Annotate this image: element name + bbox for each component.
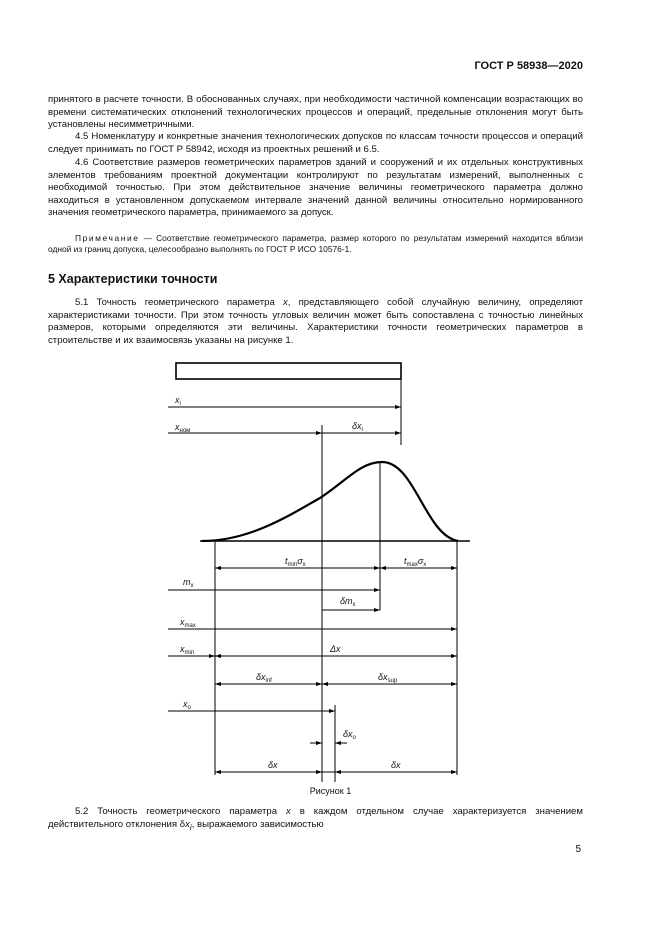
label-dxinf: $\delta x_{inf}$	[256, 672, 272, 684]
label-xmax: $x_{max}$	[180, 617, 196, 629]
document-header: ГОСТ Р 58938—2020	[474, 60, 583, 72]
paragraph-5-1: 5.1 Точность геометрического параметра x, представляющего собой случайную величину, определяют характеристиками точности. При этом точность угловых величин может быть сопоставлена с точностью линейных размеров, которыми определяются эти величины. Характеристики точности геометрических параметров в строительстве и их взаимосвязь указаны на рисунке 1.	[48, 297, 583, 346]
label-dxsup: $\delta x_{sup}$	[378, 672, 398, 684]
note-label: Примечание	[75, 233, 140, 243]
label-dmx: $\delta m_x$	[340, 596, 356, 608]
label-dxo: $\delta x_o$	[343, 729, 356, 741]
note-body: — Соответствие геометрического параметра, размер которого по результатам измерений находится вблизи одной из границ допуска, целесообразно выполнять по ГОСТ Р ИСО 10576-1.	[48, 233, 583, 255]
label-xo: $x_o$	[183, 699, 191, 711]
label-xnom: $x_{ном}$	[175, 422, 191, 434]
paragraph-5-2: 5.2 Точность геометрического параметра x в каждом отдельном случае характеризуется значением действительного отклонения $\delta x_i$, выражаемого зависимостью	[48, 806, 583, 832]
measured-element-bar	[176, 363, 401, 379]
paragraph-4-6: 4.6 Соответствие размеров геометрических параметров зданий и сооружений и их отдельных конструктивных элементов требованиям проектной документации контролируют по результатам измерений, выполненных с необходимой точностью. При этом действительное значение величины геометрического параметра должно находиться в установленном допускаемом интервале значений данной величины относительно нормированного значения геометрического параметра, принимаемого за допуск.	[48, 157, 583, 219]
label-tmin-sigma: $t_{min}\sigma_x$	[285, 556, 306, 568]
label-dxi: $\delta x_i$	[352, 421, 363, 433]
paragraph-4-5: 4.5 Номенклатуру и конкретные значения технологических допусков по классам точности процессов и операций следует принимать по ГОСТ Р 58942, исходя из проектных решений и 6.5.	[48, 131, 583, 155]
paragraph-continuation: принятого в расчете точности. В обоснованных случаях, при необходимости частичной компенсации возрастающих во времени систематических отклонений технологических процессов и операций, предельные отклонения могут быть установлены несимметричными.	[48, 94, 583, 131]
label-delta-x: Δx	[330, 644, 341, 654]
label-tmax-sigma: $t_{max}\sigma_x$	[404, 556, 427, 568]
page-number: 5	[575, 844, 581, 855]
label-mx: $m_x$	[183, 577, 194, 589]
label-dx-right: δx	[391, 760, 401, 770]
label-xmin: $x_{min}$	[180, 644, 195, 656]
section-title: 5 Характеристики точности	[48, 272, 218, 286]
figure-caption: Рисунок 1	[309, 786, 352, 796]
label-xi: $x_i$	[175, 395, 181, 407]
distribution-curve	[202, 462, 458, 541]
label-dx-left: δx	[268, 760, 278, 770]
